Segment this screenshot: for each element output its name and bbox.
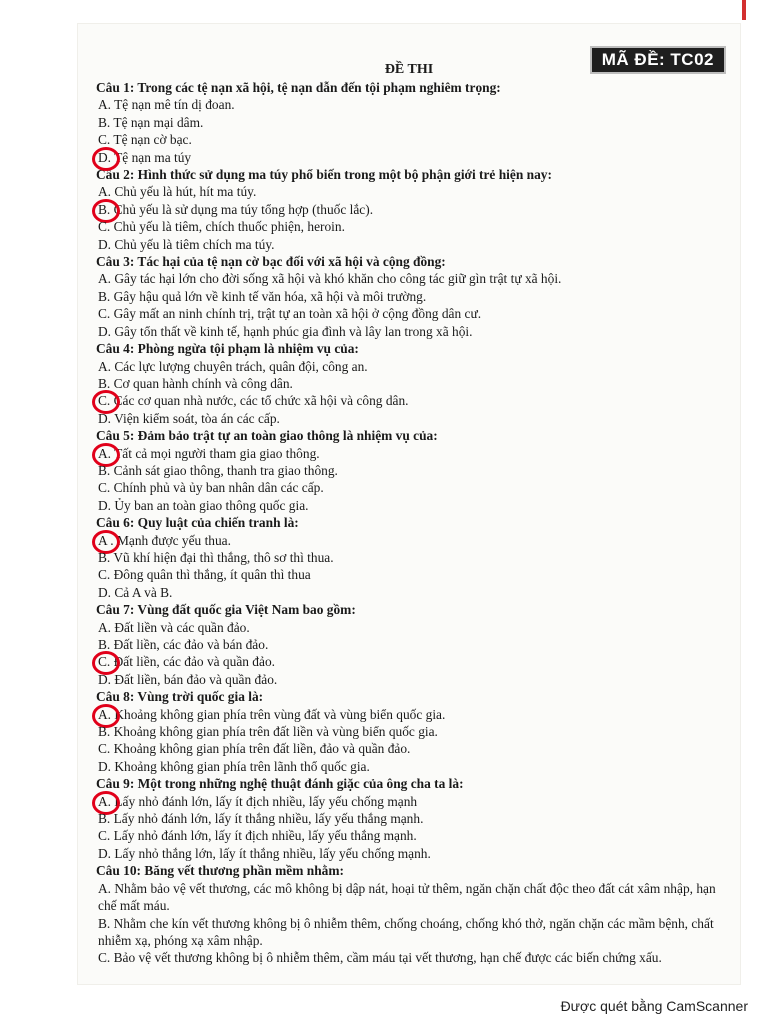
answer-option <box>96 96 736 113</box>
answer-option <box>96 183 736 200</box>
answer-option <box>96 305 736 322</box>
question-block <box>96 253 736 340</box>
answer-option <box>96 793 736 810</box>
answer-option <box>96 131 736 148</box>
answer-option-text: A. Tất cả mọi người tham gia giao thông. <box>98 445 320 461</box>
answer-option-text: D. Viện kiểm soát, tòa án các cấp. <box>98 410 280 426</box>
answer-option <box>96 810 736 827</box>
answer-option-text: C. Tệ nạn cờ bạc. <box>98 132 192 148</box>
question-text: Câu 9: Một trong những nghệ thuật đánh giặc của ông cha ta là: <box>96 776 464 792</box>
answer-option <box>96 270 736 287</box>
answer-option <box>96 636 736 653</box>
answer-option <box>96 375 736 392</box>
answer-option-text: C. Bảo vệ vết thương không bị ô nhiễm thêm, cầm máu tại vết thương, hạn chế được các biến chứng xấu. <box>98 950 662 966</box>
exam-code-badge: MÃ ĐỀ: TC02 <box>590 46 726 74</box>
answer-option <box>96 497 736 514</box>
answer-option-text: D. Khoảng không gian phía trên lãnh thổ quốc gia. <box>98 758 370 774</box>
answer-option <box>96 149 736 166</box>
answer-option-text: C. Chủ yếu là tiêm, chích thuốc phiện, heroin. <box>98 219 345 235</box>
answer-option <box>96 218 736 235</box>
answer-option <box>96 723 736 740</box>
answer-option-text: C. Gây mất an ninh chính trị, trật tự an toàn xã hội ở cộng đồng dân cư. <box>98 306 482 322</box>
answer-option <box>96 201 736 218</box>
answer-option-text: D. Ủy ban an toàn giao thông quốc gia. <box>98 497 309 513</box>
question-text: Câu 4: Phòng ngừa tội phạm là nhiệm vụ của: <box>96 341 359 357</box>
answer-option-text: C. Đất liền, các đảo và quần đảo. <box>98 654 275 670</box>
answer-option-text: C. Khoảng không gian phía trên đất liền, đảo và quần đảo. <box>98 741 411 757</box>
question-text: Câu 1: Trong các tệ nạn xã hội, tệ nạn dẫn đến tội phạm nghiêm trọng: <box>96 80 501 95</box>
answer-option <box>96 845 736 862</box>
answer-option-text: B. Cảnh sát giao thông, thanh tra giao thông. <box>98 462 338 478</box>
answer-option <box>96 584 736 601</box>
answer-option-text: A . Mạnh được yếu thua. <box>98 532 231 548</box>
answer-option-text: D. Lấy nhỏ thắng lớn, lấy ít thắng nhiều, lấy yếu chống mạnh. <box>98 845 431 861</box>
answer-option <box>96 549 736 566</box>
answer-option <box>96 462 736 479</box>
answer-option <box>96 758 736 775</box>
question-list <box>96 79 736 967</box>
answer-option <box>96 566 736 583</box>
answer-option <box>96 445 736 462</box>
answer-option-text: B. Nhằm che kín vết thương không bị ô nhiễm thêm, chống choáng, chống khó thở, ngăn chặn các mầm bệnh, chất nhiễm xạ, phóng xạ xâm nhập. <box>98 915 714 948</box>
answer-option-text: C. Đông quân thì thắng, ít quân thì thua <box>98 567 311 583</box>
answer-option-text: A. Đất liền và các quần đảo. <box>98 619 250 635</box>
answer-option-text: A. Gây tác hại lớn cho đời sống xã hội và khó khăn cho công tác giữ gìn trật tự xã hội. <box>98 271 562 287</box>
answer-option <box>96 236 736 253</box>
answer-option <box>96 410 736 427</box>
answer-option <box>96 288 736 305</box>
question-text: Câu 8: Vùng trời quốc gia là: <box>96 689 264 705</box>
answer-option-text: B. Gây hậu quả lớn về kinh tế văn hóa, xã hội và môi trường. <box>98 288 427 304</box>
question-text: Câu 2: Hình thức sử dụng ma túy phổ biến trong một bộ phận giới trẻ hiện nay: <box>96 167 552 183</box>
answer-option <box>96 671 736 688</box>
answer-option-text: A. Các lực lượng chuyên trách, quân đội, công an. <box>98 358 368 374</box>
question-text: Câu 10: Băng vết thương phần mềm nhằm: <box>96 863 344 879</box>
answer-option-text: A. Khoảng không gian phía trên vùng đất và vùng biển quốc gia. <box>98 706 446 722</box>
answer-option <box>96 740 736 757</box>
answer-option <box>96 880 736 915</box>
question-block <box>96 340 736 427</box>
question-text: Câu 6: Quy luật của chiến tranh là: <box>96 515 299 531</box>
answer-option <box>96 479 736 496</box>
answer-option <box>96 532 736 549</box>
answer-option-text: C. Chính phủ và ủy ban nhân dân các cấp. <box>98 480 324 496</box>
question-block <box>96 427 736 514</box>
answer-option-text: D. Chủ yếu là tiêm chích ma túy. <box>98 236 275 252</box>
question-text: Câu 5: Đảm bảo trật tự an toàn giao thông là nhiệm vụ của: <box>96 428 438 444</box>
answer-option-text: B. Khoảng không gian phía trên đất liền và vùng biển quốc gia. <box>98 724 438 740</box>
answer-option <box>96 949 736 966</box>
answer-option <box>96 915 736 950</box>
question-block <box>96 166 736 253</box>
answer-option <box>96 827 736 844</box>
answer-option <box>96 619 736 636</box>
answer-option <box>96 706 736 723</box>
scanner-watermark: Được quét bằng CamScanner <box>560 998 748 1014</box>
question-block <box>96 601 736 688</box>
answer-option <box>96 323 736 340</box>
red-corner-mark <box>742 0 746 20</box>
answer-option-text: B. Chủ yếu là sử dụng ma túy tổng hợp (thuốc lắc). <box>98 201 374 217</box>
question-text: Câu 3: Tác hại của tệ nạn cờ bạc đối với xã hội và cộng đồng: <box>96 254 446 270</box>
answer-option-text: C. Các cơ quan nhà nước, các tổ chức xã hội và công dân. <box>98 393 409 409</box>
question-block <box>96 775 736 862</box>
answer-option-text: C. Lấy nhỏ đánh lớn, lấy ít địch nhiều, lấy yếu thắng mạnh. <box>98 828 417 844</box>
answer-option <box>96 392 736 409</box>
answer-option-text: B. Vũ khí hiện đại thì thắng, thô sơ thì thua. <box>98 549 334 565</box>
question-text: Câu 7: Vùng đất quốc gia Việt Nam bao gồm: <box>96 602 356 618</box>
answer-option-text: A. Lấy nhỏ đánh lớn, lấy ít địch nhiều, lấy yếu chống mạnh <box>98 793 418 809</box>
answer-option-text: D. Cả A và B. <box>98 584 173 600</box>
answer-option-text: B. Cơ quan hành chính và công dân. <box>98 375 293 391</box>
answer-option-text: A. Tệ nạn mê tín dị đoan. <box>98 97 235 113</box>
answer-option-text: B. Đất liền, các đảo và bán đảo. <box>98 637 269 652</box>
answer-option-text: A. Nhằm bảo vệ vết thương, các mô không bị dập nát, hoại tử thêm, ngăn chặn chất độc theo đất cát xâm nhập, hạn chế mất máu. <box>98 880 716 914</box>
exam-page <box>78 24 740 984</box>
answer-option-text: D. Tệ nạn ma túy <box>98 149 192 165</box>
answer-option <box>96 114 736 131</box>
question-block <box>96 688 736 775</box>
answer-option-text: D. Gây tổn thất về kinh tế, hạnh phúc gia đình và lây lan trong xã hội. <box>98 323 473 339</box>
exam-title: ĐỀ THI <box>384 62 434 77</box>
question-block <box>96 79 736 166</box>
answer-option <box>96 653 736 670</box>
answer-option-text: B. Tệ nạn mại dâm. <box>98 114 204 130</box>
answer-option <box>96 358 736 375</box>
answer-option-text: A. Chủ yếu là hút, hít ma túy. <box>98 184 257 200</box>
question-block <box>96 862 736 966</box>
answer-option-text: D. Đất liền, bán đảo và quần đảo. <box>98 671 278 687</box>
question-block <box>96 514 736 601</box>
answer-option-text: B. Lấy nhỏ đánh lớn, lấy ít thắng nhiều, lấy yếu thắng mạnh. <box>98 811 424 827</box>
